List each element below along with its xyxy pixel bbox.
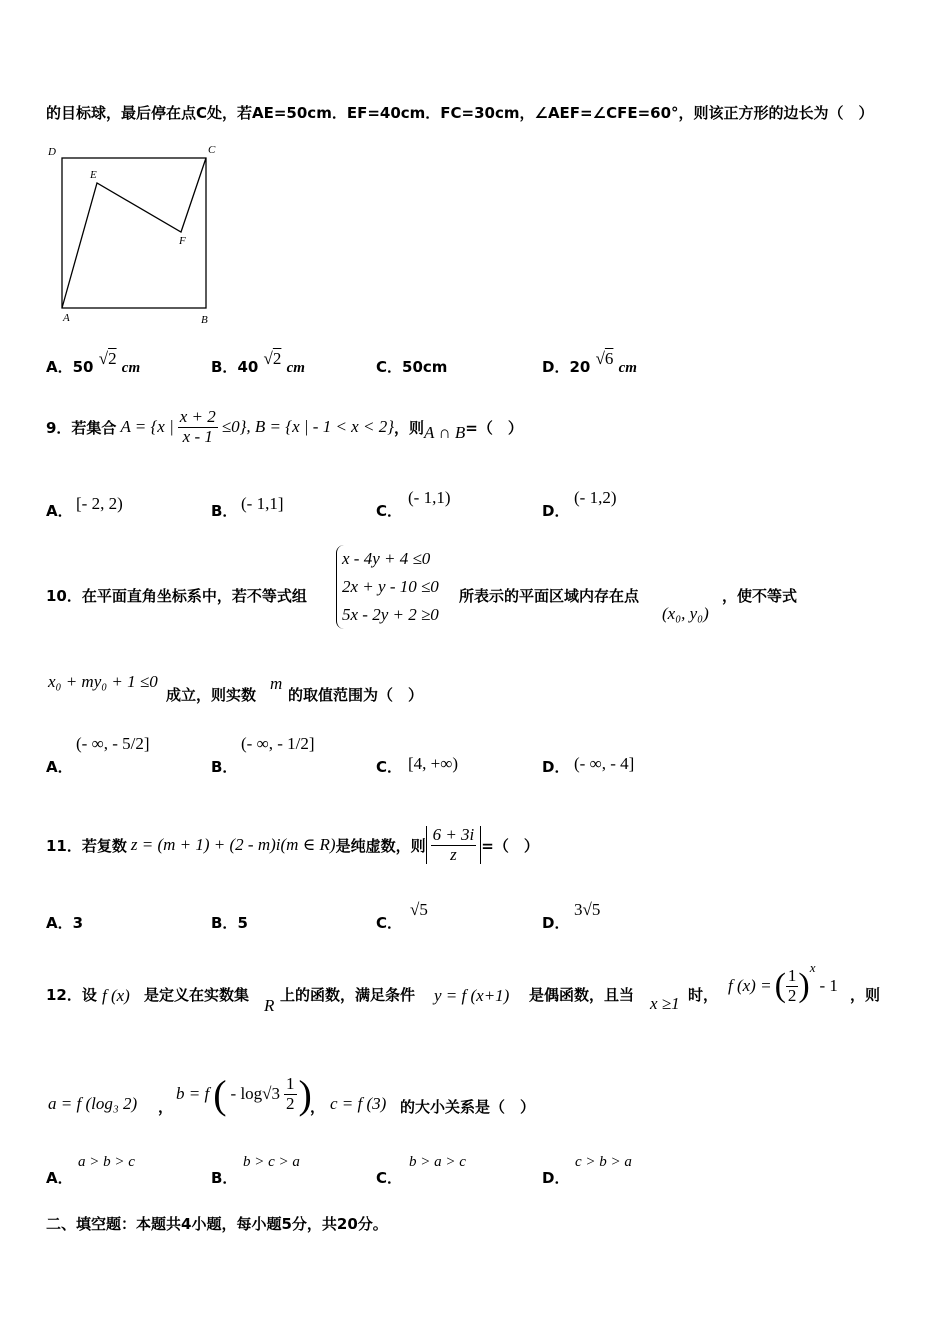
q12-option-c-label: C． bbox=[376, 1169, 403, 1187]
label-F: F bbox=[179, 235, 186, 247]
label-B: B bbox=[201, 314, 208, 326]
q12-def: f (x) = ( $\frac{1}{2}$ ) x - 1 bbox=[728, 960, 838, 1005]
square-figure bbox=[40, 140, 230, 330]
q10-option-b-label: B． bbox=[211, 758, 238, 776]
label-C: C bbox=[208, 144, 216, 156]
q12-option-b-label: B． bbox=[211, 1169, 238, 1187]
q9-option-b-label: B． bbox=[211, 502, 238, 520]
q10-option-d: (- ∞, - 4] bbox=[574, 754, 635, 773]
q12-option-b: b > c > a bbox=[243, 1154, 300, 1170]
q11-option-c: √5 bbox=[410, 900, 428, 919]
q12-t3: 是偶函数，且当 bbox=[529, 986, 635, 1004]
q8-stem-line: 的目标球，最后停在点C处，若AE=50cm．EF=40cm．FC=30cm，∠AEF=∠CFE=60°，则该正方形的边长为（ ） bbox=[46, 104, 874, 122]
q9-option-b: (- 1,1] bbox=[241, 494, 284, 513]
inequality-system bbox=[336, 545, 439, 629]
q12-num: 12．设 bbox=[46, 986, 97, 1004]
q9-option-a-label: A． bbox=[46, 502, 73, 520]
label-D: D bbox=[48, 146, 56, 158]
section-2-heading: 二、填空题：本题共4小题，每小题5分，共20分。 bbox=[46, 1215, 388, 1233]
q8-option-a: A．50 √2 cm bbox=[46, 349, 141, 376]
q9-option-d: (- 1,2) bbox=[574, 488, 617, 507]
q12-c-expr: c = f (3) bbox=[330, 1094, 387, 1113]
q12-option-d: c > b > a bbox=[575, 1154, 632, 1170]
q12-b-expr: b = f ( - log√3 $\frac{1}{2}$ ) bbox=[176, 1071, 312, 1117]
label-E: E bbox=[90, 169, 97, 181]
q12-even: y = f (x+1) bbox=[434, 986, 510, 1005]
ineq-3: 5x - 2y + 2 ≥0 bbox=[342, 605, 439, 624]
q8-option-c: C．50cm bbox=[376, 358, 448, 376]
q8-option-d: D．20 √6 cm bbox=[542, 349, 637, 376]
q10-condition: x₀ + my₀ + 1 ≤0 bbox=[48, 672, 158, 691]
q10-stem-mid: 所表示的平面区域内存在点 bbox=[459, 587, 640, 605]
q12-option-c: b > a > c bbox=[409, 1154, 466, 1170]
q12-option-a: a > b > c bbox=[78, 1154, 135, 1170]
q12-option-a-label: A． bbox=[46, 1169, 73, 1187]
q12-R: R bbox=[264, 996, 275, 1015]
q9-option-c-label: C． bbox=[376, 502, 403, 520]
q8-option-b: B．40 √2 cm bbox=[211, 349, 305, 376]
ineq-1: x - 4y + 4 ≤0 bbox=[342, 549, 431, 568]
q10-line2-tail: 的取值范围为（ ） bbox=[288, 686, 424, 704]
q10-stem-start: 10．在平面直角坐标系中，若不等式组 bbox=[46, 587, 307, 605]
q10-option-c-label: C． bbox=[376, 758, 403, 776]
q10-stem-tail: ，使不等式 bbox=[722, 587, 798, 605]
q12-a-expr: a = f (log₃ 2) bbox=[48, 1094, 138, 1113]
q11-option-c-label: C． bbox=[376, 914, 403, 932]
q10-line2: 成立，则实数 bbox=[166, 686, 257, 704]
q10-option-b: (- ∞, - 1/2] bbox=[241, 734, 315, 753]
q10-var-m: m bbox=[270, 674, 283, 693]
q11-option-d-label: D． bbox=[542, 914, 570, 932]
q12-comma-2: ， bbox=[310, 1098, 326, 1116]
q11-stem: 11．若复数 z = (m + 1) + (2 - m)i(m ∈ R) 是纯虚数，则 $\frac{6 + 3i}{z}$ =（ ） bbox=[46, 824, 539, 864]
q9-option-a: [- 2, 2) bbox=[76, 494, 123, 513]
q11-option-d: 3√5 bbox=[574, 900, 601, 919]
q12-t2: 上的函数，满足条件 bbox=[280, 986, 416, 1004]
q12-fx: f (x) bbox=[102, 986, 130, 1005]
q12-cond: x ≥1 bbox=[650, 994, 680, 1013]
q12-t4: 时， bbox=[688, 986, 719, 1004]
q11-option-a: A．3 bbox=[46, 914, 84, 932]
q12-t1: 是定义在实数集 bbox=[144, 986, 250, 1004]
q10-option-a: (- ∞, - 5/2] bbox=[76, 734, 150, 753]
q10-option-a-label: A． bbox=[46, 758, 73, 776]
q9-option-c: (- 1,1) bbox=[408, 488, 451, 507]
q12-option-d-label: D． bbox=[542, 1169, 570, 1187]
q9-stem: 9．若集合 A = {x | $\frac{x + 2}{x - 1}$ ≤0}, B = {x | - 1 < x < 2} ，则 A ∩ B =（ ） bbox=[46, 406, 523, 446]
q10-option-c: [4, +∞) bbox=[408, 754, 459, 773]
q12-comma-1: ， bbox=[158, 1098, 174, 1116]
q10-option-d-label: D． bbox=[542, 758, 570, 776]
label-A: A bbox=[63, 312, 70, 324]
q9-option-d-label: D． bbox=[542, 502, 570, 520]
q11-option-b: B．5 bbox=[211, 914, 248, 932]
q12-tail: 的大小关系是（ ） bbox=[400, 1098, 536, 1116]
ineq-2: 2x + y - 10 ≤0 bbox=[342, 577, 439, 596]
q10-point: (x₀, y₀) bbox=[662, 604, 709, 623]
q12-t5: ，则 bbox=[850, 986, 881, 1004]
